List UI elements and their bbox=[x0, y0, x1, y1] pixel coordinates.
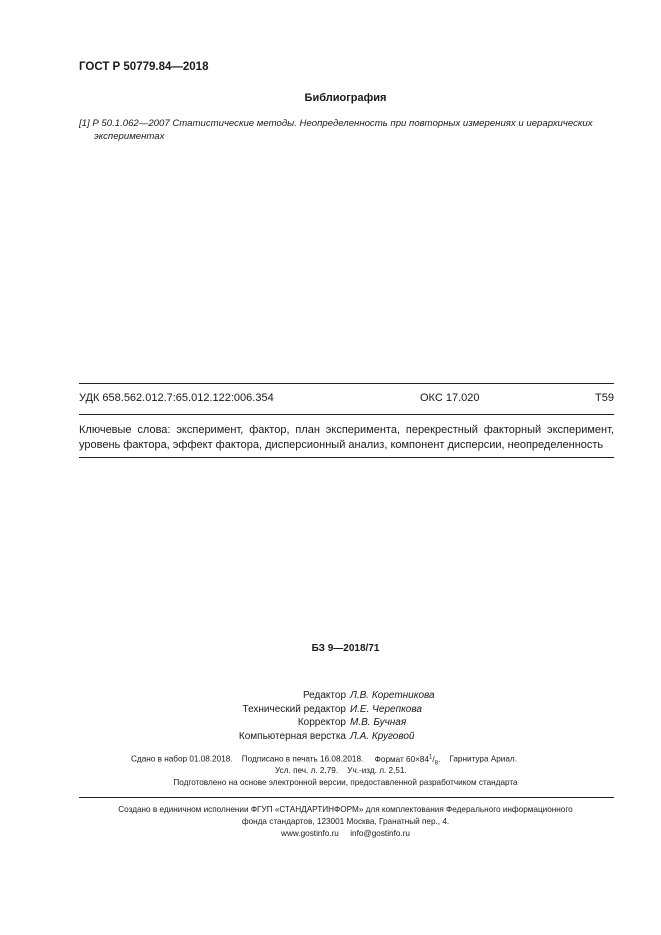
divider-middle bbox=[79, 414, 614, 415]
oks-code: ОКС 17.020 bbox=[420, 392, 480, 404]
credit-person: И.Е. Черепкова bbox=[350, 703, 422, 715]
bibliography-title: Библиография bbox=[304, 92, 387, 104]
font-info: Гарнитура Ариал. bbox=[449, 754, 517, 764]
divider-bottom bbox=[79, 457, 614, 458]
created-line-2: фонда стандартов, 123001 Москва, Гранатный пер., 4. bbox=[241, 817, 450, 826]
bibliography-item-number: [1] bbox=[79, 118, 90, 129]
bibliography-item-text: Р 50.1.062—2007 Статистические методы. Неопределенность при повторных измерениях и иерархических bbox=[92, 118, 593, 129]
bz-number: БЗ 9—2018/71 bbox=[311, 643, 380, 654]
printing-info-line-1 bbox=[131, 754, 517, 766]
credit-role: Компьютерная верстка bbox=[238, 730, 346, 742]
keywords: Ключевые слова: эксперимент, фактор, план эксперимента, перекрестный факторный эксперимент, уровень фактора, эффект фактора, дисперсионный анализ, компонент дисперсии, неопределенность bbox=[79, 424, 614, 451]
edit-sheets: Уч.-изд. л. 2,51. bbox=[347, 766, 407, 775]
contacts bbox=[0, 828, 661, 840]
credit-row bbox=[0, 703, 661, 717]
printing-info-line-2 bbox=[275, 766, 407, 775]
prepared-note: Подготовлено на основе электронной версии, предоставленной разработчиком стандарта bbox=[173, 778, 518, 787]
credit-person: Л.А. Круговой bbox=[350, 730, 415, 742]
credit-row bbox=[0, 689, 661, 703]
credit-role: Технический редактор bbox=[242, 703, 346, 715]
email-link[interactable]: info@gostinfo.ru bbox=[350, 829, 410, 838]
format: Формат $60\times 84^1/_8$. bbox=[374, 754, 441, 767]
created-note bbox=[0, 804, 661, 840]
credit-person: М.В. Бучная bbox=[350, 717, 407, 728]
divider-footer bbox=[79, 797, 614, 798]
credit-role: Редактор bbox=[302, 690, 346, 701]
divider-top bbox=[79, 383, 614, 384]
credits bbox=[0, 689, 661, 743]
sent-date: Сдано в набор 01.08.2018. bbox=[131, 754, 233, 764]
website-link[interactable]: www.gostinfo.ru bbox=[281, 829, 339, 838]
bibliography-item-continuation: экспериментах bbox=[94, 131, 165, 142]
credit-row bbox=[0, 730, 661, 744]
signed-date: Подписано в печать 16.08.2018. bbox=[241, 754, 364, 764]
credit-person: Л.В. Коретникова bbox=[350, 690, 435, 701]
udk-code: УДК 658.562.012.7:65.012.122:006.354 bbox=[79, 392, 274, 404]
bibliography-item bbox=[79, 117, 619, 143]
classification-code: Т59 bbox=[595, 392, 614, 404]
created-line-1: Создано в единичном исполнении ФГУП «СТАНДАРТИНФОРМ» для комплектования Федерального информационного bbox=[118, 805, 573, 814]
credit-role: Корректор bbox=[297, 717, 346, 728]
document-id: ГОСТ Р 50779.84—2018 bbox=[79, 61, 209, 73]
credit-row bbox=[0, 716, 661, 730]
print-sheets: Усл. печ. л. 2,79. bbox=[275, 766, 339, 775]
